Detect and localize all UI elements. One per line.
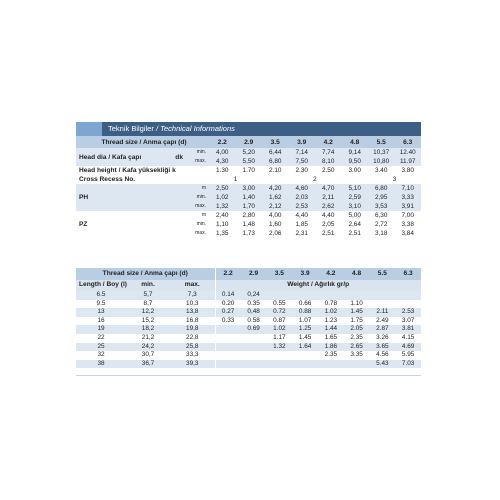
weight-cell: 1.65	[318, 334, 344, 343]
weight-cell	[292, 351, 318, 360]
weight-cell	[344, 291, 370, 300]
table-cell: 1,32	[209, 202, 235, 211]
length-cell: 32	[76, 351, 126, 360]
table-cell: 9,50	[341, 157, 367, 166]
data-row	[76, 343, 421, 352]
max-cell: 7,3	[170, 291, 215, 300]
length-cell: 9.5	[76, 300, 126, 309]
table-cell: 1,62	[262, 193, 288, 202]
weight-cell	[344, 360, 370, 369]
weight-cell	[215, 343, 241, 352]
max-cell: 39,3	[170, 360, 215, 369]
table-cell: 2.10	[262, 166, 288, 175]
unit-label: min.	[186, 148, 209, 157]
table-cell: 7,00	[394, 211, 421, 220]
header-row	[76, 136, 421, 148]
min-cell: 21,2	[126, 334, 170, 343]
table-cell: 2,31	[288, 229, 314, 238]
length-cell: 22	[76, 334, 126, 343]
table-cell: 3,91	[394, 202, 421, 211]
table-cell: 7,10	[394, 184, 421, 193]
min-cell: 18,2	[126, 325, 170, 334]
weight-cell: 0.87	[267, 317, 293, 326]
min-cell: 15,2	[126, 317, 170, 326]
title-italic: / Technical Informations	[153, 124, 235, 133]
table-cell: 2,12	[262, 202, 288, 211]
table-cell: 5,50	[236, 157, 262, 166]
table-cell: 1,60	[262, 220, 288, 229]
table-cell: 4,30	[209, 157, 235, 166]
table-cell: 3,53	[368, 202, 394, 211]
data-row	[76, 308, 421, 317]
table-cell: 4,40	[288, 211, 314, 220]
weight-cell: 0,48	[241, 308, 267, 317]
table-cell: 5,00	[341, 211, 367, 220]
table-cell: 2,95	[368, 193, 394, 202]
size-header: 5.5	[368, 136, 394, 148]
weight-cell: 2.35	[318, 351, 344, 360]
weight-cell: 0.14	[215, 291, 241, 300]
data-row	[76, 317, 421, 326]
weight-cell	[318, 291, 344, 300]
unit-label: m	[186, 184, 209, 193]
technical-info-table	[76, 122, 421, 238]
min-cell: 24,2	[126, 343, 170, 352]
weight-cell	[215, 351, 241, 360]
data-row	[76, 325, 421, 334]
weight-cell	[267, 291, 293, 300]
weight-cell	[267, 351, 293, 360]
weight-cell	[215, 334, 241, 343]
unit-label: max.	[186, 157, 209, 166]
size-header: 4.8	[344, 268, 370, 280]
size-header: 2.9	[236, 136, 262, 148]
weight-cell: 3.81	[395, 325, 421, 334]
head-dia-symbol: dk	[175, 153, 183, 161]
size-header: 3.9	[292, 268, 318, 280]
size-header: 2.2	[215, 268, 241, 280]
table-cell: 1,02	[209, 193, 235, 202]
table-cell: 11.97	[394, 157, 421, 166]
table-cell: 1,40	[236, 193, 262, 202]
table-cell: 5,10	[341, 184, 367, 193]
cross-recess-row	[76, 175, 421, 184]
table-cell: 7,14	[288, 148, 314, 157]
weight-cell: 4.69	[395, 343, 421, 352]
subheader-row	[76, 280, 421, 291]
table-cell: 3,00	[236, 184, 262, 193]
table-cell: 4,00	[262, 211, 288, 220]
min-cell: 5,7	[126, 291, 170, 300]
weight-cell: 0.58	[241, 317, 267, 326]
table-cell: 2,51	[341, 229, 367, 238]
weight-cell: 2.35	[344, 334, 370, 343]
table-cell: 3.00	[341, 166, 367, 175]
table-cell: 2,03	[288, 193, 314, 202]
table-cell: 3.80	[394, 166, 421, 175]
table-cell: 7,74	[315, 148, 341, 157]
length-cell: 19	[76, 325, 126, 334]
weight-cell	[215, 325, 241, 334]
size-header: 2.9	[241, 268, 267, 280]
table-cell: 6,30	[368, 211, 394, 220]
weight-cell	[241, 334, 267, 343]
table-cell: 3,18	[368, 229, 394, 238]
weight-cell: 2.87	[370, 325, 396, 334]
weight-cell: 2.53	[395, 308, 421, 317]
data-row	[76, 334, 421, 343]
weight-cell: 1.02	[318, 308, 344, 317]
table-cell: 1,70	[236, 202, 262, 211]
table-title-bar	[76, 122, 421, 136]
weight-cell: 0.66	[292, 300, 318, 309]
weight-cell: 1.07	[292, 317, 318, 326]
table-cell: 1,48	[236, 220, 262, 229]
length-cell: 6.5	[76, 291, 126, 300]
table-cell: 2,59	[341, 193, 367, 202]
weight-cell: 1.86	[318, 343, 344, 352]
table-cell: 4,60	[288, 184, 314, 193]
weight-cell	[318, 360, 344, 369]
weight-cell: 4.56	[370, 351, 396, 360]
table-cell: 2,51	[315, 229, 341, 238]
table-cell: 1,73	[236, 229, 262, 238]
size-header: 5.5	[370, 268, 396, 280]
table-cell: 3,10	[341, 202, 367, 211]
weight-cell: 0.33	[215, 317, 241, 326]
max-cell: 16,8	[170, 317, 215, 326]
size-header: 3.5	[262, 136, 288, 148]
table-cell: 1.70	[236, 166, 262, 175]
head-dia-text: Head dia / Kafa çapı	[79, 153, 142, 161]
table-cell: 2,40	[209, 211, 235, 220]
weight-cell	[215, 360, 241, 369]
header-row	[76, 268, 421, 280]
weight-cell: 1.44	[318, 325, 344, 334]
weight-cell: 5.43	[370, 360, 396, 369]
data-row	[76, 360, 421, 369]
unit-label: max.	[186, 202, 209, 211]
table-cell: 1,35	[209, 229, 235, 238]
weight-header: Weight / Ağırlık gr/p	[215, 280, 421, 291]
technical-grid	[76, 136, 421, 238]
data-row	[76, 351, 421, 360]
pz-row	[76, 211, 421, 220]
max-cell: 13,8	[170, 308, 215, 317]
length-cell: 13	[76, 308, 126, 317]
cross-recess-label: Cross Recess No.	[76, 175, 209, 184]
table-cell: 7,50	[288, 157, 314, 166]
weight-cell: 3.26	[370, 334, 396, 343]
weight-cell: 0.78	[318, 300, 344, 309]
weight-cell: 2.05	[344, 325, 370, 334]
weight-cell: 0.69	[241, 325, 267, 334]
weight-cell: 1.64	[292, 343, 318, 352]
max-cell: 22,8	[170, 334, 215, 343]
weight-cell	[395, 300, 421, 309]
table-cell: 4,00	[209, 148, 235, 157]
table-cell: 2,11	[315, 193, 341, 202]
weight-cell	[241, 351, 267, 360]
weight-cell: 5.95	[395, 351, 421, 360]
weight-cell: 1.45	[344, 308, 370, 317]
table-cell: 4,70	[315, 184, 341, 193]
size-header: 3.5	[267, 268, 293, 280]
table-cell: 2,80	[236, 211, 262, 220]
weight-cell: 1.23	[318, 317, 344, 326]
ph-row	[76, 184, 421, 193]
head-dia-min-row	[76, 148, 421, 157]
weight-cell: 1.10	[344, 300, 370, 309]
size-header: 6.3	[395, 268, 421, 280]
head-height-row	[76, 166, 421, 175]
length-cell: 16	[76, 317, 126, 326]
weight-cell: 0.72	[267, 308, 293, 317]
data-row	[76, 291, 421, 300]
table-cell: 3	[368, 175, 421, 184]
weight-cell: 1.32	[267, 343, 293, 352]
weight-cell	[370, 300, 396, 309]
weight-cell	[241, 360, 267, 369]
table-cell: 3.40	[368, 166, 394, 175]
weight-cell: 0.55	[267, 300, 293, 309]
thread-size-header: Thread size / Anma çapı (d)	[76, 268, 215, 280]
table-cell: 4,40	[315, 211, 341, 220]
table-cell: 1.30	[209, 166, 235, 175]
table-cell: 2	[262, 175, 368, 184]
max-cell: 33,3	[170, 351, 215, 360]
table-cell: 2,72	[368, 220, 394, 229]
table-cell: 2,53	[288, 202, 314, 211]
unit-label: min.	[186, 193, 209, 202]
head-dia-label	[76, 148, 186, 166]
table-cell: 1,10	[209, 220, 235, 229]
weight-cell: 0.27	[215, 308, 241, 317]
size-header: 2.2	[209, 136, 235, 148]
table-cell: 2,05	[315, 220, 341, 229]
table-cell: 10,37	[368, 148, 394, 157]
data-row	[76, 300, 421, 309]
weight-cell: 1.45	[292, 334, 318, 343]
table-title	[102, 122, 421, 136]
table-cell: 1	[209, 175, 262, 184]
weight-table	[76, 268, 421, 368]
title-accent-block	[76, 122, 102, 136]
max-header: max.	[170, 280, 215, 291]
min-cell: 8,7	[126, 300, 170, 309]
weight-cell: 4.15	[395, 334, 421, 343]
weight-cell: 7.03	[395, 360, 421, 369]
unit-label: m	[186, 211, 209, 220]
min-cell: 30,7	[126, 351, 170, 360]
weight-cell: 1.25	[292, 325, 318, 334]
weight-cell: 2.49	[370, 317, 396, 326]
weight-cell	[370, 291, 396, 300]
weight-cell: 0.35	[241, 300, 267, 309]
weight-cell: 1.17	[267, 334, 293, 343]
weight-cell: 0.20	[215, 300, 241, 309]
table-cell: 3,38	[394, 220, 421, 229]
weight-cell: 2.65	[344, 343, 370, 352]
size-header: 6.3	[394, 136, 421, 148]
table-cell: 6,80	[368, 184, 394, 193]
length-cell: 38	[76, 360, 126, 369]
table-cell: 5,20	[236, 148, 262, 157]
weight-cell: 3.07	[395, 317, 421, 326]
table-cell: 9,14	[341, 148, 367, 157]
weight-cell	[292, 360, 318, 369]
weight-cell	[267, 360, 293, 369]
unit-label: max.	[186, 229, 209, 238]
size-header: 4.2	[315, 136, 341, 148]
weight-grid	[76, 268, 421, 368]
table-cell: 2,50	[209, 184, 235, 193]
title-main: Teknik Bilgiler	[108, 124, 154, 133]
weight-cell: 1.02	[267, 325, 293, 334]
weight-cell: 0,24	[241, 291, 267, 300]
head-height-label: Head height / Kafa yüksekliği k	[76, 166, 209, 175]
table-cell: 10,80	[368, 157, 394, 166]
weight-cell: 0.88	[292, 308, 318, 317]
weight-cell: 1.75	[344, 317, 370, 326]
max-cell: 19,8	[170, 325, 215, 334]
weight-cell: 2.11	[370, 308, 396, 317]
ph-label: PH	[76, 184, 186, 211]
table-cell: 2,64	[341, 220, 367, 229]
table-cell: 6,80	[262, 157, 288, 166]
unit-label: min.	[186, 220, 209, 229]
weight-cell	[292, 291, 318, 300]
table-cell: 8,10	[315, 157, 341, 166]
table-bottom-line	[76, 375, 421, 376]
pz-label: PZ	[76, 211, 186, 238]
table-cell: 2,62	[315, 202, 341, 211]
thread-size-header: Thread size / Anma çapı (d)	[76, 136, 209, 148]
length-cell: 25	[76, 343, 126, 352]
table-cell: 12.40	[394, 148, 421, 157]
size-header: 4.8	[341, 136, 367, 148]
table-cell: 1,85	[288, 220, 314, 229]
min-cell: 12,2	[126, 308, 170, 317]
weight-cell	[395, 291, 421, 300]
min-cell: 36,7	[126, 360, 170, 369]
min-header: min.	[126, 280, 170, 291]
length-header: Length / Boy (l)	[76, 280, 126, 291]
table-cell: 2.30	[288, 166, 314, 175]
table-cell: 3,84	[394, 229, 421, 238]
weight-cell: 3.65	[370, 343, 396, 352]
size-header: 4.2	[318, 268, 344, 280]
size-header: 3.9	[288, 136, 314, 148]
table-cell: 4,20	[262, 184, 288, 193]
max-cell: 10,3	[170, 300, 215, 309]
table-cell: 2,06	[262, 229, 288, 238]
table-cell: 3,33	[394, 193, 421, 202]
weight-cell: 3.35	[344, 351, 370, 360]
table-cell: 6,44	[262, 148, 288, 157]
weight-cell	[241, 343, 267, 352]
max-cell: 25,8	[170, 343, 215, 352]
table-cell: 2.50	[315, 166, 341, 175]
